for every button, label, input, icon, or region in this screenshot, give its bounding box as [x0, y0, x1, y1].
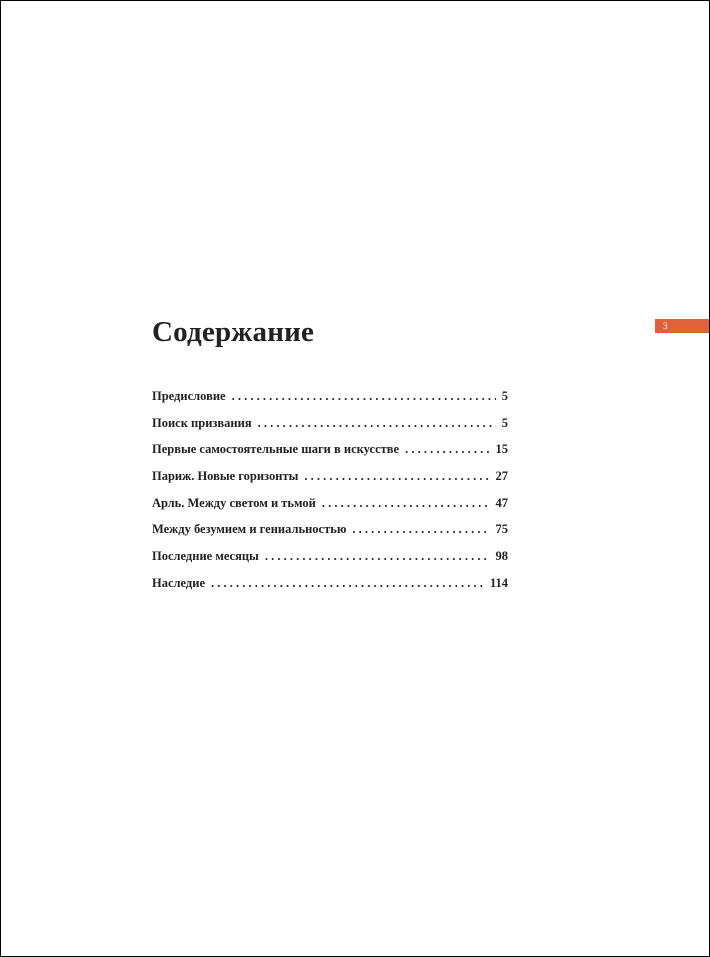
toc-entry-label: Париж. Новые горизонты: [152, 469, 299, 484]
toc-dot-leader: [265, 547, 490, 565]
toc-entry-page: 47: [495, 495, 508, 510]
toc-entry-page: 98: [495, 549, 508, 564]
toc-entry-label: Предисловие: [152, 389, 226, 403]
page-number: 3: [663, 321, 668, 331]
toc-entry-label: Арль. Между светом и тьмой: [152, 495, 316, 510]
toc-entry-legacy[interactable]: [152, 574, 508, 601]
toc-entry-label: Между безумием и гениальностью: [152, 522, 347, 537]
toc-entry-label: Первые самостоятельные шаги в искусстве: [152, 442, 400, 457]
toc-entry-search-vocation[interactable]: [152, 414, 508, 441]
toc-entry-page: 15: [495, 442, 508, 457]
toc-dot-leader: [304, 467, 489, 485]
toc-entry-page: 5: [501, 415, 508, 430]
toc-entry-page: 75: [495, 522, 508, 537]
page-number-tab: [655, 319, 709, 333]
toc-entry-foreword[interactable]: [152, 387, 508, 414]
toc-dot-leader: [211, 574, 484, 592]
toc-dot-leader: [405, 440, 489, 458]
toc-entry-label: Поиск призвания: [152, 415, 252, 430]
toc-title: Содержание: [152, 316, 315, 348]
toc-entry-page: 114: [489, 575, 508, 590]
toc-entry-page: 5: [501, 389, 508, 403]
toc-entry-page: 27: [495, 469, 508, 484]
toc-dot-leader: [352, 520, 489, 538]
toc-dot-leader: [232, 387, 496, 405]
toc-dot-leader: [322, 494, 490, 512]
toc-entry-label: Наследие: [152, 575, 205, 590]
toc-entry-arles[interactable]: [152, 494, 508, 521]
toc-entry-madness-genius[interactable]: [152, 520, 508, 547]
toc-entry-label: Последние месяцы: [152, 549, 259, 564]
toc-entry-first-steps[interactable]: [152, 440, 508, 467]
toc-entry-paris[interactable]: [152, 467, 508, 494]
toc-entry-last-months[interactable]: [152, 547, 508, 574]
toc-list: [152, 387, 508, 601]
toc-dot-leader: [258, 414, 496, 432]
